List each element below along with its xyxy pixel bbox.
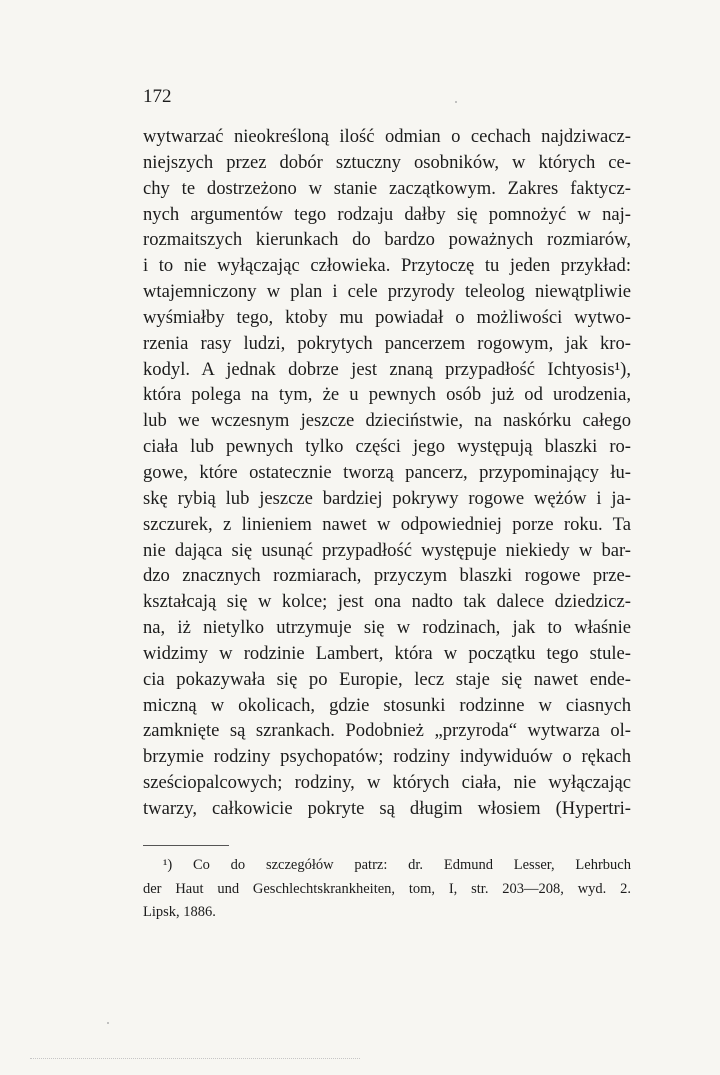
text-line: niejszych przez dobór sztuczny osobników, w których ce- bbox=[143, 151, 631, 173]
text-line: nie dająca się usunąć przypadłość występuje niekiedy w bar- bbox=[143, 539, 631, 561]
text-line: rzenia rasy ludzi, pokrytych pancerzem rogowym, jak kro- bbox=[143, 332, 631, 354]
stray-mark bbox=[107, 1022, 109, 1024]
text-line: i to nie wyłączając człowieka. Przytoczę tu jeden przykład: bbox=[143, 255, 631, 277]
text-line: widzimy w rodzinie Lambert, która w początku tego stule- bbox=[143, 642, 631, 664]
text-line: ciała lub pewnych tylko części jego występują blaszki ro- bbox=[143, 436, 631, 458]
footnote-line: ¹) Co do szczegółów patrz: dr. Edmund Lesser, Lehrbuch bbox=[163, 857, 631, 873]
text-line: nych argumentów tego rodzaju dałby się pomnożyć w naj- bbox=[143, 203, 631, 225]
text-line: skę rybią lub jeszcze bardziej pokrywy rogowe wężów i ja- bbox=[143, 487, 631, 509]
text-line: szczurek, z linieniem nawet w odpowiedniej porze roku. Ta bbox=[143, 513, 631, 535]
text-line: cia pokazywała się po Europie, lecz staje się nawet ende- bbox=[143, 668, 631, 690]
text-line: kształcają się w kolce; jest ona nadto tak dalece dziedzicz- bbox=[143, 591, 631, 613]
stray-mark bbox=[455, 101, 457, 103]
text-line: lub we wczesnym jeszcze dzieciństwie, na naskórku całego bbox=[143, 410, 631, 432]
text-line: dzo znacznych rozmiarach, przyczym blaszki rogowe prze- bbox=[143, 565, 631, 587]
text-line: na, iż nietylko utrzymuje się w rodzinach, jak to właśnie bbox=[143, 617, 631, 639]
text-line: miczną w okolicach, gdzie stosunki rodzinne w ciasnych bbox=[143, 694, 631, 716]
body-text bbox=[143, 124, 631, 822]
page-number: 172 bbox=[143, 86, 172, 107]
footnote-line: der Haut und Geschlechtskrankheiten, tom, I, str. 203—208, wyd. 2. bbox=[143, 880, 631, 897]
text-line: wtajemniczony w plan i cele przyrody teleolog niewątpliwie bbox=[143, 281, 631, 303]
footnote-line: Lipsk, 1886. bbox=[143, 904, 216, 920]
text-line: brzymie rodziny psychopatów; rodziny indywiduów o rękach bbox=[143, 746, 631, 768]
footnotes bbox=[143, 854, 631, 925]
text-line: kodyl. A jednak dobrze jest znaną przypadłość Ichtyosis¹), bbox=[143, 358, 631, 380]
text-line: gowe, które ostatecznie tworzą pancerz, przypominający łu- bbox=[143, 461, 631, 483]
scan-dots bbox=[30, 1058, 360, 1061]
text-line: chy te dostrzeżono w stanie zaczątkowym. Zakres faktycz- bbox=[143, 177, 631, 199]
text-line: wyśmiałby tego, ktoby mu powiadał o możliwości wytwo- bbox=[143, 306, 631, 328]
text-line: twarzy, całkowicie pokryte są długim włosiem (Hypertri- bbox=[143, 797, 631, 819]
text-line: rozmaitszych kierunkach do bardzo poważnych rozmiarów, bbox=[143, 229, 631, 251]
text-line: sześciopalcowych; rodziny, w których ciała, nie wyłączając bbox=[143, 772, 631, 794]
text-line: zamknięte są szrankach. Podobnież „przyroda“ wytwarza ol- bbox=[143, 720, 631, 742]
text-line: która polega na tym, że u pewnych osób już od urodzenia, bbox=[143, 384, 631, 406]
footnote-rule bbox=[143, 845, 229, 846]
text-line: wytwarzać nieokreśloną ilość odmian o cechach najdziwacz- bbox=[143, 126, 631, 147]
